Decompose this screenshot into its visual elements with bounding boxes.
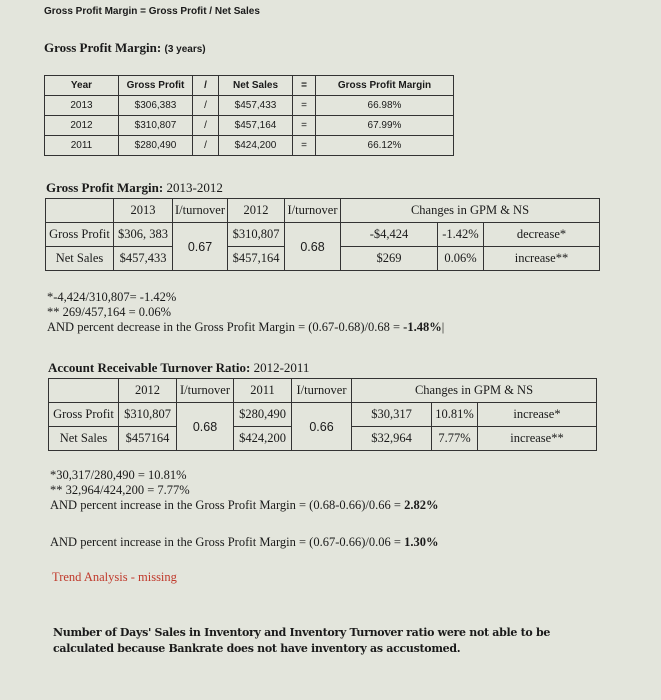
cell: / [193, 136, 219, 156]
cell: = [293, 96, 316, 116]
header-cell: = [293, 76, 316, 96]
cell: 7.77% [432, 427, 478, 451]
cell: 2013 [45, 96, 119, 116]
table-header-row [49, 379, 597, 403]
cell: 0.66 [292, 403, 352, 451]
cell: $30,317 [352, 403, 432, 427]
cell: -1.42% [438, 223, 484, 247]
inventory-note: Number of Days' Sales in Inventory and Inventory Turnover ratio were not able to be calculated because Bankrate does not have inventory as accustomed. [53, 626, 551, 655]
cell: increase** [484, 247, 600, 271]
cell: 0.68 [177, 403, 234, 451]
note: ** 269/457,164 = 0.06% [47, 305, 172, 319]
header-cell: Gross Profit Margin [316, 76, 454, 96]
cell: $269 [341, 247, 438, 271]
header-cell [46, 199, 114, 223]
header-cell: I/turnover [173, 199, 228, 223]
cell: 66.98% [316, 96, 454, 116]
cell: $457,164 [219, 116, 293, 136]
cell: 0.06% [438, 247, 484, 271]
cell: / [193, 96, 219, 116]
cell: $32,964 [352, 427, 432, 451]
header-cell: Changes in GPM & NS [352, 379, 597, 403]
table-row [49, 403, 597, 427]
header-cell: / [193, 76, 219, 96]
table-row [45, 136, 454, 156]
header-cell: I/turnover [285, 199, 341, 223]
ar-turnover-table [48, 378, 597, 451]
cell: increase** [478, 427, 597, 451]
header-cell: I/turnover [177, 379, 234, 403]
cell: $457,433 [114, 247, 173, 271]
header-cell: I/turnover [292, 379, 352, 403]
conclusion: AND percent increase in the Gross Profit Margin = (0.68-0.66)/0.66 = 2.82% [50, 498, 439, 512]
formula-text: Gross Profit Margin = Gross Profit / Net Sales [44, 6, 260, 17]
note: *30,317/280,490 = 10.81% [50, 468, 187, 482]
cell: $310,807 [119, 116, 193, 136]
header-cell: Gross Profit [119, 76, 193, 96]
art-notes [50, 468, 438, 513]
cell: $424,200 [219, 136, 293, 156]
cell: 10.81% [432, 403, 478, 427]
cell: $457,433 [219, 96, 293, 116]
table-row [45, 116, 454, 136]
cell: $457164 [119, 427, 177, 451]
cell: Gross Profit [49, 403, 119, 427]
header-cell: 2011 [234, 379, 292, 403]
table-header-row [45, 76, 454, 96]
conclusion: AND percent decrease in the Gross Profit Margin = (0.67-0.68)/0.68 = -1.48%| [47, 320, 445, 334]
cell: $310,807 [228, 223, 285, 247]
cell: Gross Profit [46, 223, 114, 247]
cell: $280,490 [119, 136, 193, 156]
header-cell: Net Sales [219, 76, 293, 96]
table-header-row [46, 199, 600, 223]
gpm-3-year-table [44, 75, 454, 156]
cell: 0.67 [173, 223, 228, 271]
cell: $306, 383 [114, 223, 173, 247]
trend-analysis-missing: Trend Analysis - missing [52, 570, 177, 584]
cell: Net Sales [46, 247, 114, 271]
section-title-gpm-2013-2012: Gross Profit Margin: 2013-2012 [46, 180, 223, 195]
cell: $280,490 [234, 403, 292, 427]
cell: 2011 [45, 136, 119, 156]
table-row [46, 223, 600, 247]
gpm-2013-2012-table [45, 198, 600, 271]
header-cell: Year [45, 76, 119, 96]
section-title-gpm-3yr: Gross Profit Margin: (3 years) [44, 40, 206, 55]
header-cell: Changes in GPM & NS [341, 199, 600, 223]
cell: -$4,424 [341, 223, 438, 247]
cell: 66.12% [316, 136, 454, 156]
table-row [45, 96, 454, 116]
cell: $310,807 [119, 403, 177, 427]
cell: decrease* [484, 223, 600, 247]
conclusion-2: AND percent increase in the Gross Profit Margin = (0.67-0.66)/0.06 = 1.30% [50, 535, 439, 549]
header-cell: 2012 [228, 199, 285, 223]
cell: 2012 [45, 116, 119, 136]
section-title-ar-turnover: Account Receivable Turnover Ratio: 2012-2011 [48, 360, 310, 375]
header-cell: 2012 [119, 379, 177, 403]
cell: = [293, 116, 316, 136]
cell: = [293, 136, 316, 156]
note: ** 32,964/424,200 = 7.77% [50, 483, 190, 497]
header-cell [49, 379, 119, 403]
cell: increase* [478, 403, 597, 427]
header-cell: 2013 [114, 199, 173, 223]
cell: / [193, 116, 219, 136]
cell: Net Sales [49, 427, 119, 451]
cell: $457,164 [228, 247, 285, 271]
gpm2-notes [47, 290, 444, 335]
cell: $424,200 [234, 427, 292, 451]
note: *-4,424/310,807= -1.42% [47, 290, 177, 304]
cell: 67.99% [316, 116, 454, 136]
cell: $306,383 [119, 96, 193, 116]
cell: 0.68 [285, 223, 341, 271]
